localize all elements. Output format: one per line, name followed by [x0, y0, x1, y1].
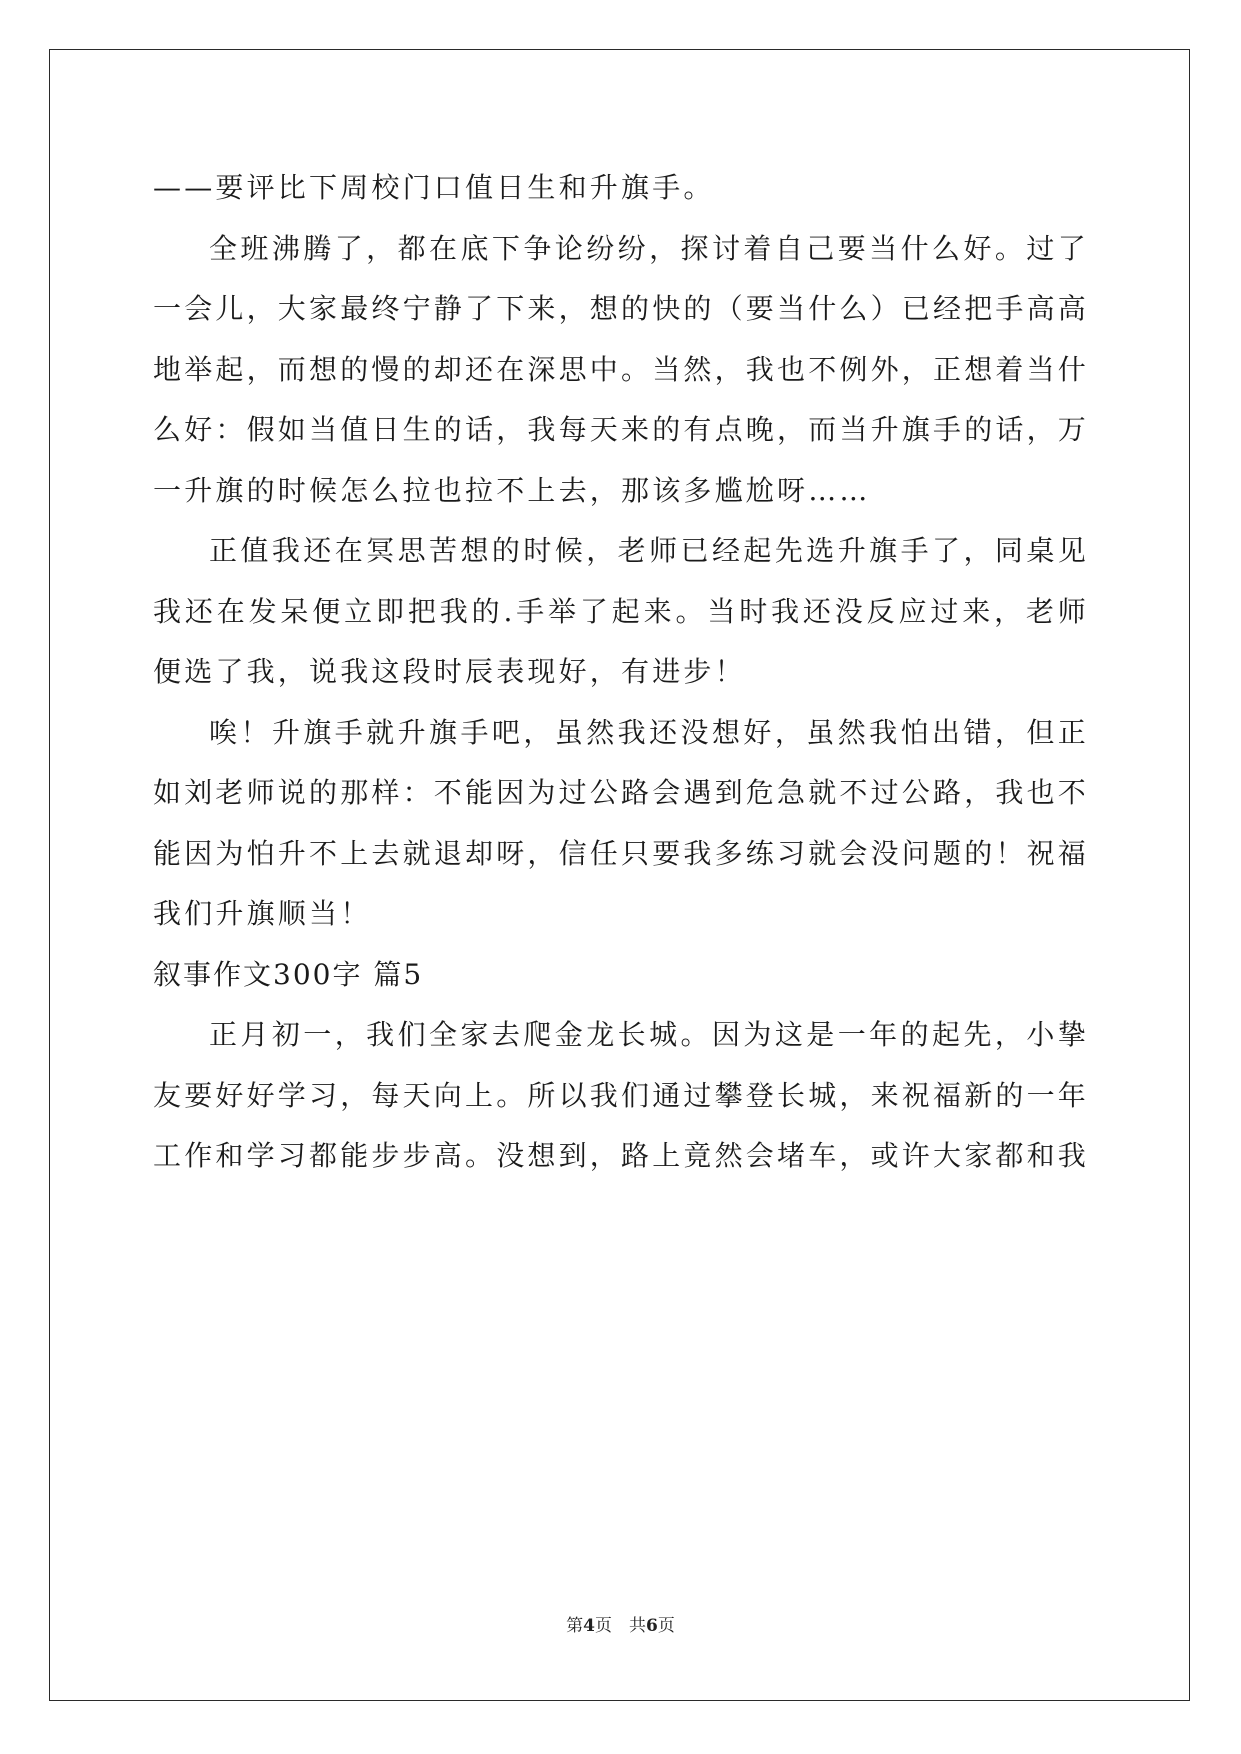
section-heading: 叙事作文300字 篇5: [153, 957, 424, 991]
document-body: [153, 158, 1089, 1187]
paragraph-1: ——要评比下周校门口值日生和升旗手。: [153, 171, 715, 204]
footer-suffix: 页: [657, 1616, 675, 1636]
footer-total-pages: 6: [646, 1616, 658, 1636]
paragraph-5: 正月初一，我们全家去爬金龙长城。因为这是一年的起先，小挚友要好好学习，每天向上。所以我们通过攀登长城，来祝福新的一年工作和学习都能步步高。没想到，路上竟然会堵车，或许大家都和我: [153, 1018, 1090, 1172]
footer-current-page: 4: [583, 1616, 595, 1636]
paragraph-3: 正值我还在冥思苦想的时候，老师已经起先选升旗手了，同桌见我还在发呆便立即把我的.手举了起来。当时我还没反应过来，老师便选了我，说我这段时辰表现好，有进步！: [153, 534, 1089, 688]
page-footer: [0, 1611, 1241, 1636]
paragraph-4: 唉！升旗手就升旗手吧，虽然我还没想好，虽然我怕出错，但正如刘老师说的那样：不能因为过公路会遇到危急就不过公路，我也不能因为怕升不上去就退却呀，信任只要我多练习就会没问题的！祝福我们升旗顺当！: [153, 715, 1090, 930]
footer-prefix: 第: [566, 1616, 584, 1636]
paragraph-2: 全班沸腾了，都在底下争论纷纷，探讨着自己要当什么好。过了一会儿，大家最终宁静了下来，想的快的（要当什么）已经把手高高地举起，而想的慢的却还在深思中。当然，我也不例外，正想着当什么好：假如当值日生的话，我每天来的有点晚，而当升旗手的话，万一升旗的时候怎么拉也拉不上去，那该多尴尬呀……: [153, 231, 1090, 507]
footer-middle: 页 共: [595, 1616, 646, 1636]
